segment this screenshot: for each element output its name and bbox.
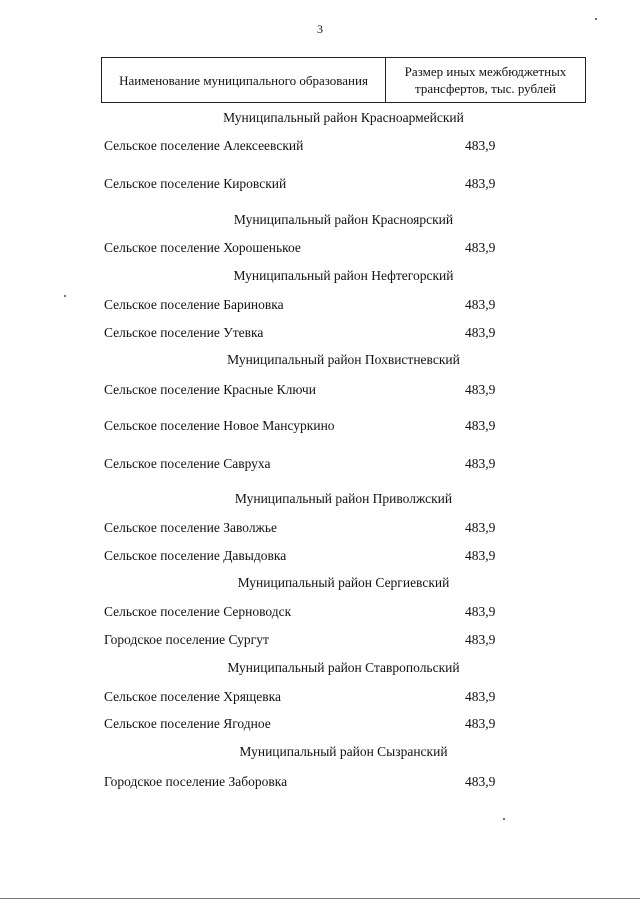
- table-header: [101, 57, 586, 103]
- district-heading: Муниципальный район Сергиевский: [237, 575, 450, 590]
- transfer-amount: 483,9: [465, 325, 496, 340]
- transfer-amount: 483,9: [465, 418, 496, 433]
- page-number: 3: [317, 22, 323, 36]
- settlement-name: Сельское поселение Хорошенькое: [104, 240, 301, 255]
- district-heading: Муниципальный район Ставропольский: [227, 660, 460, 675]
- header-name-column: Наименование муниципального образования: [102, 58, 386, 102]
- settlement-name: Сельское поселение Новое Мансуркино: [104, 418, 335, 433]
- settlement-name: Сельское поселение Давыдовка: [104, 548, 287, 563]
- settlement-name: Сельское поселение Кировский: [104, 176, 287, 191]
- transfer-amount: 483,9: [465, 604, 496, 619]
- transfer-amount: 483,9: [465, 632, 496, 647]
- settlement-name: Сельское поселение Заволжье: [104, 520, 278, 535]
- transfer-amount: 483,9: [465, 240, 496, 255]
- settlement-name: Сельское поселение Савруха: [104, 456, 271, 471]
- settlement-name: Сельское поселение Бариновка: [104, 297, 284, 312]
- transfer-amount: 483,9: [465, 456, 496, 471]
- settlement-name: Сельское поселение Красные Ключи: [104, 382, 316, 397]
- scan-speck: [503, 818, 505, 820]
- settlement-name: Сельское поселение Ягодное: [104, 716, 271, 731]
- district-heading: Муниципальный район Похвистневский: [227, 352, 460, 367]
- district-heading: Муниципальный район Красноармейский: [223, 110, 464, 125]
- transfer-amount: 483,9: [465, 548, 496, 563]
- transfer-amount: 483,9: [465, 774, 496, 789]
- settlement-name: Сельское поселение Серноводск: [104, 604, 292, 619]
- scan-edge-line: [0, 898, 640, 899]
- district-heading: Муниципальный район Сызранский: [239, 744, 448, 759]
- scan-speck: [64, 295, 66, 297]
- transfer-amount: 483,9: [465, 138, 496, 153]
- header-amount-column: Размер иных межбюджетных трансфертов, тыс. рублей: [404, 64, 567, 96]
- transfer-amount: 483,9: [465, 716, 496, 731]
- district-heading: Муниципальный район Приволжский: [234, 491, 453, 506]
- transfer-amount: 483,9: [465, 520, 496, 535]
- district-heading: Муниципальный район Красноярский: [233, 212, 454, 227]
- settlement-name: Сельское поселение Алексеевский: [104, 138, 304, 153]
- settlement-name: Сельское поселение Хрящевка: [104, 689, 282, 704]
- settlement-name: Сельское поселение Утевка: [104, 325, 264, 340]
- transfer-amount: 483,9: [465, 176, 496, 191]
- transfer-amount: 483,9: [465, 382, 496, 397]
- district-heading: Муниципальный район Нефтегорский: [233, 268, 454, 283]
- scan-speck: [595, 18, 597, 20]
- settlement-name: Городское поселение Заборовка: [104, 774, 288, 789]
- transfer-amount: 483,9: [465, 689, 496, 704]
- transfer-amount: 483,9: [465, 297, 496, 312]
- settlement-name: Городское поселение Сургут: [104, 632, 269, 647]
